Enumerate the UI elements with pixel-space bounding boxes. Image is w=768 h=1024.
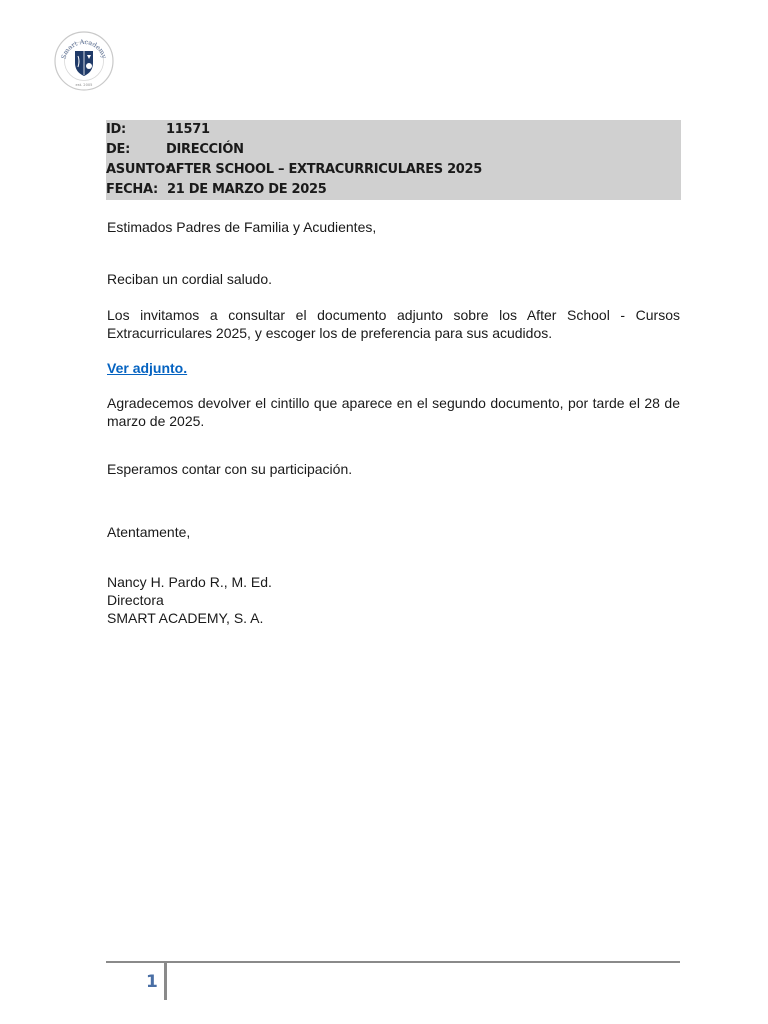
school-logo — [54, 31, 114, 91]
memo-id-value: 11571 — [166, 122, 210, 137]
participation-line: Esperamos contar con su participación. — [107, 461, 353, 477]
memo-id-label: ID: — [106, 122, 126, 137]
memo-subject-label: ASUNTO: — [106, 162, 170, 177]
memo-date-label: FECHA: — [106, 182, 158, 197]
page-number: 1 — [146, 972, 158, 992]
logo-bottom-text: est. 2005 — [75, 83, 93, 87]
memo-subject-value: AFTER SCHOOL – EXTRACURRICULARES 2025 — [166, 162, 483, 177]
footer-separator — [164, 963, 167, 1000]
signature-block — [107, 573, 680, 627]
attachment-line — [107, 359, 680, 377]
closing-line: Atentamente, — [107, 524, 191, 540]
signatory-organization: SMART ACADEMY, S. A. — [107, 610, 264, 626]
invitation-paragraph: Los invitamos a consultar el documento adjunto sobre los After School - Cursos Extracurriculares 2025, y escoger los de preferencia para sus acudidos. — [107, 307, 680, 341]
memo-from-label: DE: — [106, 142, 130, 157]
memo-header — [106, 120, 681, 200]
cordial-greeting: Reciban un cordial saludo. — [107, 271, 272, 287]
memo-from-value: DIRECCIÓN — [166, 142, 244, 157]
logo-ring-text: Smart Academy — [59, 37, 109, 61]
greeting: Estimados Padres de Familia y Acudientes, — [107, 219, 377, 235]
footer-rule — [106, 961, 680, 963]
signatory-name: Nancy H. Pardo R., M. Ed. — [107, 574, 272, 590]
signatory-title: Directora — [107, 592, 164, 608]
smart-academy-seal-icon — [54, 31, 114, 91]
attachment-link[interactable]: Ver adjunto. — [107, 360, 188, 376]
return-request-paragraph: Agradecemos devolver el cintillo que aparece en el segundo documento, por tarde el 28 de marzo de 2025. — [107, 395, 680, 429]
memo-date-value: 21 DE MARZO DE 2025 — [167, 182, 327, 197]
